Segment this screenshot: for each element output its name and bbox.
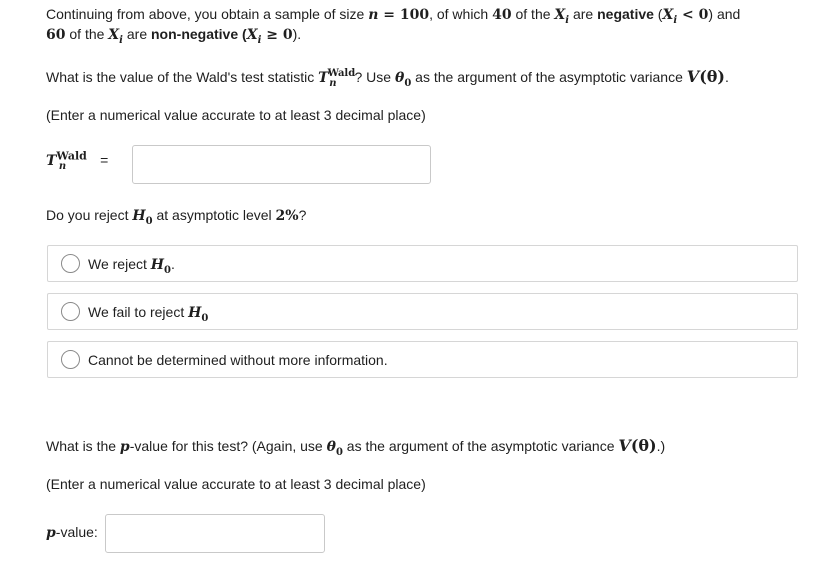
- math-theta: θ: [326, 439, 336, 455]
- q3-text: What is the: [46, 438, 120, 454]
- intro-text: are: [569, 6, 598, 22]
- math-n-sub: n: [329, 77, 337, 89]
- non-negative-word: non-negative: [151, 26, 239, 42]
- math-p: p: [46, 525, 56, 541]
- math-n: n: [368, 7, 379, 23]
- math-x: X: [662, 7, 674, 23]
- negative-word: negative: [597, 6, 654, 22]
- option-text: .: [170, 256, 175, 272]
- math-V: V: [618, 436, 631, 455]
- intro-text: ) and: [708, 6, 741, 22]
- intro-text: (: [238, 26, 247, 42]
- option-reject[interactable]: [47, 245, 798, 282]
- math-zero-sub: 0: [404, 77, 412, 89]
- wald-statistic-field[interactable]: [133, 146, 430, 183]
- q2-question: [46, 207, 307, 227]
- q2-text: ?: [298, 207, 307, 223]
- intro-text: of the: [65, 26, 109, 42]
- math-theta-paren: (θ): [699, 67, 725, 86]
- math-ge-0: ≥ 0: [261, 27, 293, 43]
- math-T: T: [46, 153, 57, 169]
- math-zero-sub: 0: [201, 312, 209, 324]
- intro-text: are: [122, 26, 151, 42]
- intro-line-2: [46, 26, 302, 46]
- math-zero-sub: 0: [335, 446, 343, 458]
- math-H: H: [150, 257, 164, 273]
- option-cannot-determine[interactable]: [47, 341, 798, 378]
- option-label: [88, 304, 209, 324]
- radio-button[interactable]: [61, 302, 80, 321]
- math-V: V: [686, 67, 700, 86]
- q3-text: as the argument of the asymptotic variance: [342, 438, 619, 454]
- math-T: T: [318, 70, 329, 86]
- math-x: X: [554, 7, 566, 23]
- p-value-field[interactable]: [106, 515, 324, 552]
- option-text: We reject: [88, 256, 151, 272]
- math-n-sub: n: [58, 160, 67, 172]
- math-x: X: [246, 27, 258, 43]
- math-H: H: [188, 305, 202, 321]
- option-text: Cannot be determined without more information.: [88, 352, 388, 368]
- option-label: [88, 352, 388, 368]
- p-value-input[interactable]: [105, 514, 325, 553]
- q3-text: .): [656, 438, 666, 454]
- q1-answer-label: [46, 149, 109, 172]
- math-level: 2%: [275, 208, 299, 224]
- math-wald-sup: Wald: [327, 68, 356, 80]
- q3-question: [46, 436, 666, 458]
- math-40: 40: [492, 7, 512, 23]
- math-i-sub: i: [119, 34, 123, 46]
- intro-text: , of which: [429, 6, 493, 22]
- q1-question: [46, 67, 729, 89]
- intro-text: Continuing from above, you obtain a sample of size: [46, 6, 369, 22]
- math-p: p: [119, 439, 130, 455]
- q1-text: What is the value of the Wald's test statistic: [46, 69, 319, 85]
- math-x: X: [108, 27, 120, 43]
- math-wald-sup: Wald: [56, 149, 87, 163]
- q1-text: ? Use: [354, 69, 395, 85]
- p-value-label: [46, 524, 98, 541]
- math-i-sub: i: [673, 14, 678, 26]
- math-i-sub: i: [257, 34, 262, 46]
- q1-text: .: [725, 69, 729, 85]
- p-value-label-text: -value:: [55, 524, 98, 540]
- option-label: [88, 256, 175, 276]
- q2-text: Do you reject: [46, 207, 133, 223]
- option-fail-to-reject[interactable]: [47, 293, 798, 330]
- math-i-sub: i: [565, 14, 570, 26]
- intro-line-1: [46, 6, 741, 26]
- math-eq-100: = 100: [378, 7, 430, 23]
- equals-sign: =: [100, 152, 109, 168]
- math-60: 60: [46, 27, 66, 43]
- math-theta: θ: [394, 70, 405, 86]
- q3-text: -value for this test? (Again, use: [129, 438, 327, 454]
- option-text: We fail to reject: [88, 304, 189, 320]
- math-zero-sub: 0: [164, 264, 171, 276]
- radio-button[interactable]: [61, 350, 80, 369]
- intro-text: ).: [292, 26, 302, 42]
- math-theta-paren: (θ): [630, 436, 657, 455]
- q1-text: as the argument of the asymptotic variance: [411, 69, 687, 85]
- radio-button[interactable]: [61, 254, 80, 273]
- wald-statistic-input[interactable]: [132, 145, 431, 184]
- math-zero-sub: 0: [145, 215, 153, 227]
- intro-text: (: [653, 6, 663, 22]
- math-lt-0: < 0: [677, 7, 709, 23]
- q2-text: at asymptotic level: [152, 207, 276, 223]
- math-H: H: [132, 208, 146, 224]
- q1-instruction: (Enter a numerical value accurate to at least 3 decimal place): [46, 107, 426, 123]
- q3-instruction: (Enter a numerical value accurate to at least 3 decimal place): [46, 476, 426, 492]
- intro-text: of the: [511, 6, 555, 22]
